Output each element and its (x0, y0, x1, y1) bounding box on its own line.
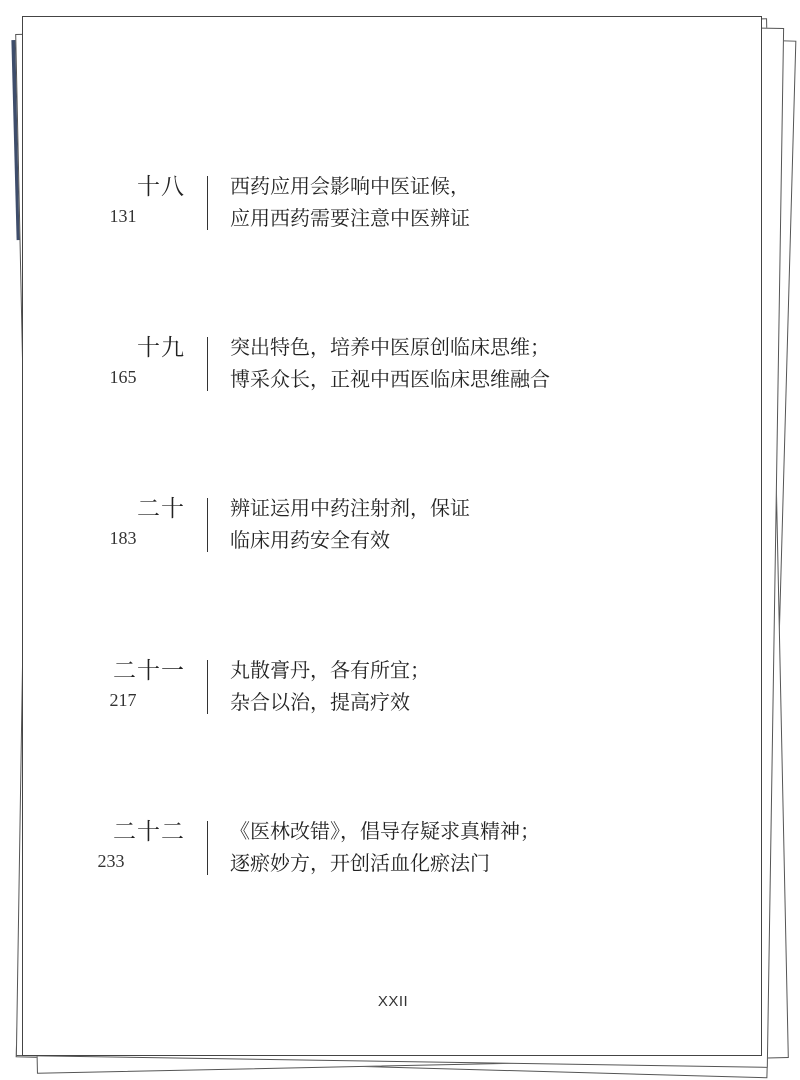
chapter-number: 十八 (137, 174, 185, 200)
toc-entry-18[interactable] (23, 172, 763, 234)
entry-title-line-1: 辨证运用中药注射剂，保证 (230, 496, 470, 520)
entry-divider (207, 498, 208, 552)
chapter-number: 二十二 (113, 819, 185, 845)
toc-page (22, 16, 762, 1056)
entry-divider (207, 176, 208, 230)
page-number: 217 (109, 690, 137, 710)
toc-entry-19[interactable] (23, 333, 763, 395)
chapter-number: 二十一 (113, 658, 185, 684)
page-number: 183 (109, 528, 137, 548)
chapter-number: 十九 (137, 335, 185, 361)
entry-title-line-2: 杂合以治，提高疗效 (230, 690, 410, 714)
entry-title-line-2: 临床用药安全有效 (230, 528, 390, 552)
entry-title-line-2: 应用西药需要注意中医辨证 (230, 206, 470, 230)
page-number: 165 (109, 367, 137, 387)
page-number: 233 (97, 851, 125, 871)
entry-title-line-1: 西药应用会影响中医证候， (230, 174, 470, 198)
page-number: 131 (109, 206, 137, 226)
entry-title-line-2: 逐瘀妙方，开创活血化瘀法门 (230, 851, 490, 875)
toc-entry-20[interactable] (23, 494, 763, 556)
toc-entry-21[interactable] (23, 656, 763, 718)
entry-divider (207, 821, 208, 875)
entry-title-line-1: 《医林改错》，倡导存疑求真精神； (230, 819, 540, 843)
entry-title-line-1: 突出特色，培养中医原创临床思维； (230, 335, 550, 359)
entry-divider (207, 337, 208, 391)
chapter-number: 二十 (137, 496, 185, 522)
entry-title-line-1: 丸散膏丹，各有所宜； (230, 658, 430, 682)
entry-divider (207, 660, 208, 714)
footer-page-number: XXII (377, 993, 409, 1010)
toc-entry-22[interactable] (23, 817, 763, 879)
entry-title-line-2: 博采众长，正视中西医临床思维融合 (230, 367, 550, 391)
